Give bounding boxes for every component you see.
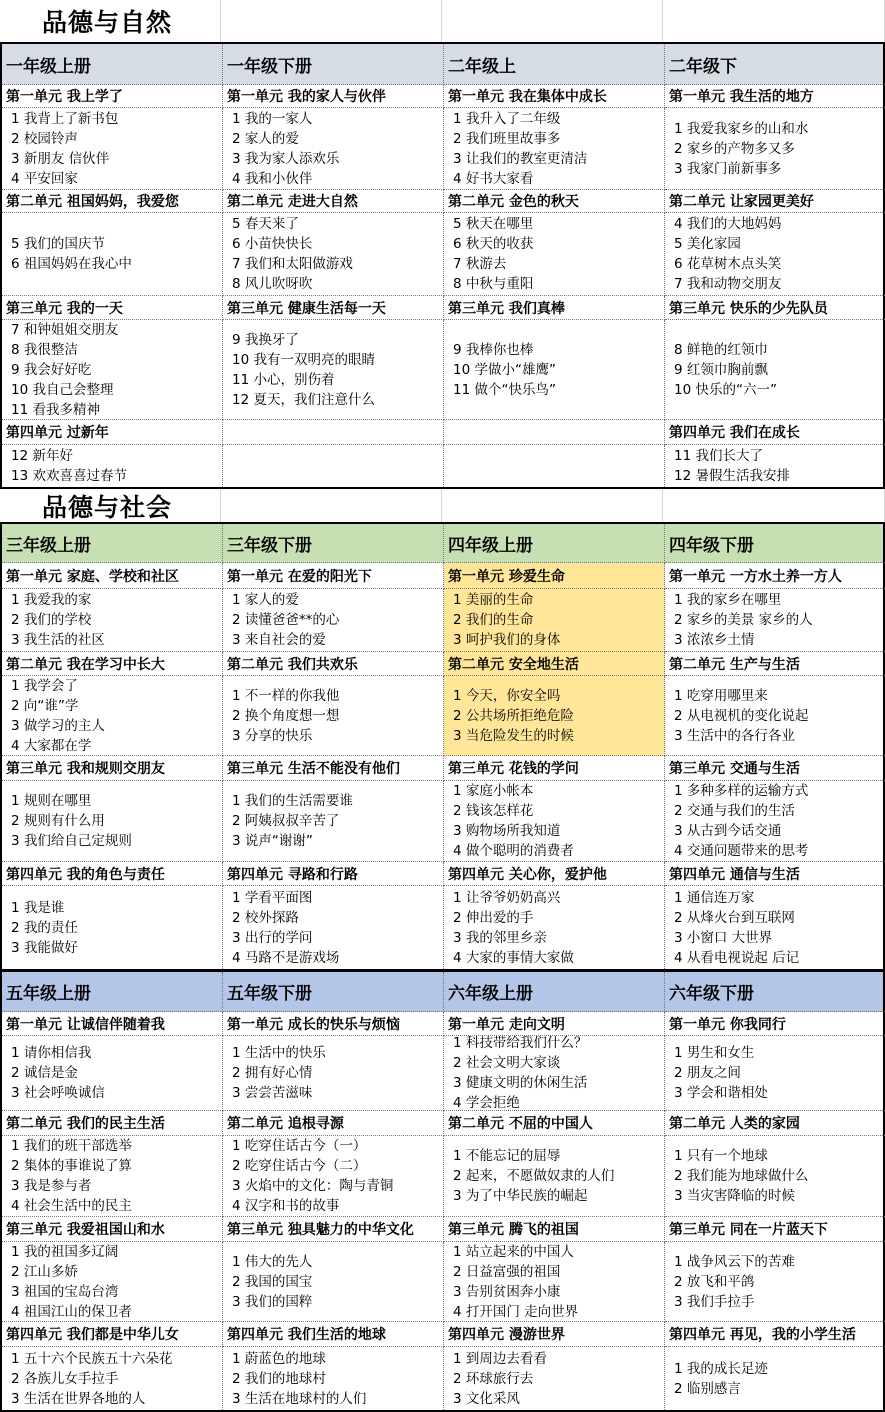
lesson-item[interactable]: 2 公共场所拒绝危险 <box>453 707 574 724</box>
grade-header[interactable]: 五年级下册 <box>223 972 444 1012</box>
unit-lessons-row <box>2 1242 883 1322</box>
lesson-item[interactable]: 10 我自己会整理 <box>11 381 114 398</box>
empty-cell[interactable] <box>442 489 663 522</box>
lesson-list[interactable] <box>2 108 223 190</box>
lesson-item[interactable]: 2 我们的学校 <box>11 612 92 628</box>
unit-title[interactable]: 第三单元 生活不能没有他们 <box>223 756 444 781</box>
unit-title[interactable]: 第二单元 追根寻源 <box>223 1111 444 1136</box>
lesson-item[interactable]: 4 平安回家 <box>11 170 78 187</box>
unit-title-row <box>2 1111 883 1136</box>
lesson-list[interactable] <box>223 213 444 296</box>
lesson-item[interactable]: 3 学会和谐相处 <box>674 1085 768 1101</box>
unit-title[interactable]: 第二单元 人类的家园 <box>665 1111 885 1136</box>
lesson-list[interactable] <box>2 886 223 969</box>
lesson-item[interactable]: 4 马路不是游戏场 <box>232 949 340 966</box>
lesson-item[interactable]: 1 我爱我家乡的山和水 <box>674 120 809 137</box>
lesson-item[interactable]: 2 集体的事谁说了算 <box>11 1158 132 1174</box>
unit-lessons-row <box>2 213 883 296</box>
lesson-item[interactable]: 2 我们班里故事多 <box>453 130 561 147</box>
lesson-list[interactable] <box>223 1036 444 1111</box>
grade-block <box>0 971 885 1412</box>
lesson-item[interactable]: 4 汉字和书的故事 <box>232 1198 340 1214</box>
lesson-item[interactable]: 8 风儿吹呀吹 <box>232 276 313 292</box>
lesson-item[interactable]: 2 家人的爱 <box>232 130 299 147</box>
lesson-item[interactable]: 1 五十六个民族五十六朵花 <box>11 1350 173 1367</box>
unit-title[interactable]: 第一单元 你我同行 <box>665 1012 885 1036</box>
lesson-item[interactable]: 3 当灾害降临的时候 <box>674 1188 795 1204</box>
lesson-item[interactable]: 3 尝尝苦滋味 <box>232 1085 313 1101</box>
lesson-list[interactable] <box>665 1242 885 1322</box>
lesson-item[interactable]: 2 环球旅行去 <box>453 1370 534 1387</box>
lesson-item[interactable]: 3 呵护我们的身体 <box>453 632 561 648</box>
unit-title[interactable]: 第一单元 在爱的阳光下 <box>223 563 444 589</box>
lesson-list[interactable] <box>223 1136 444 1217</box>
lesson-item[interactable]: 2 起来，不愿做奴隶的人们 <box>453 1168 615 1184</box>
lesson-list[interactable] <box>2 1136 223 1217</box>
lesson-list[interactable] <box>444 1036 665 1111</box>
grade-header[interactable]: 三年级上册 <box>2 524 223 563</box>
lesson-item[interactable]: 10 我有一双明亮的眼睛 <box>232 351 375 368</box>
lesson-list[interactable] <box>665 589 885 652</box>
lesson-item[interactable]: 8 我很整洁 <box>11 341 78 358</box>
lesson-list[interactable] <box>223 676 444 756</box>
lesson-item[interactable]: 4 打开国门 走向世界 <box>453 1303 579 1320</box>
unit-title-row <box>2 1217 883 1242</box>
lesson-list[interactable] <box>444 1136 665 1217</box>
lesson-item[interactable]: 9 我换牙了 <box>232 331 299 348</box>
lesson-item[interactable]: 1 我的祖国多辽阔 <box>11 1243 119 1260</box>
lesson-item[interactable]: 1 学看平面图 <box>232 889 313 906</box>
grade-header[interactable]: 一年级下册 <box>223 44 444 85</box>
lesson-item[interactable]: 2 向“谁”学 <box>11 697 79 714</box>
lesson-item[interactable]: 2 吃穿住话古今（二） <box>232 1158 367 1174</box>
lesson-item[interactable]: 1 家庭小帐本 <box>453 783 534 799</box>
lesson-item[interactable]: 2 社会文明大家谈 <box>453 1055 561 1071</box>
unit-title[interactable]: 第二单元 走进大自然 <box>223 190 444 213</box>
lesson-item[interactable]: 3 我们给自己定规则 <box>11 833 132 849</box>
lesson-item[interactable]: 6 花草树木点头笑 <box>674 256 782 272</box>
lesson-item[interactable]: 3 浓浓乡土情 <box>674 632 755 648</box>
lesson-item[interactable]: 4 好书大家看 <box>453 170 534 187</box>
lesson-item[interactable]: 1 请你相信我 <box>11 1045 92 1061</box>
lesson-item[interactable]: 12 新年好 <box>11 448 73 464</box>
lesson-item[interactable]: 3 生活在地球村的人们 <box>232 1390 367 1407</box>
lesson-item[interactable]: 2 我们能为地球做什么 <box>674 1168 809 1184</box>
lesson-item[interactable]: 5 美化家园 <box>674 236 741 252</box>
unit-title[interactable]: 第二单元 不屈的中国人 <box>444 1111 665 1136</box>
unit-title[interactable]: 第四单元 再见，我的小学生活 <box>665 1322 885 1347</box>
lesson-item[interactable]: 1 我们的生活需要谁 <box>232 793 353 809</box>
lesson-item[interactable]: 3 火焰中的文化：陶与青铜 <box>232 1178 394 1194</box>
lesson-item[interactable]: 2 伸出爱的手 <box>453 909 534 926</box>
lesson-item[interactable]: 3 为了中华民族的崛起 <box>453 1188 588 1204</box>
unit-title-row <box>2 190 883 213</box>
lesson-item[interactable]: 3 健康文明的休闲生活 <box>453 1075 588 1091</box>
unit-lessons-row <box>2 589 883 652</box>
lesson-item[interactable]: 12 夏天，我们注意什么 <box>232 391 375 408</box>
empty-cell[interactable] <box>444 445 665 487</box>
lesson-item[interactable]: 7 我和动物交朋友 <box>674 276 782 292</box>
grade-header[interactable]: 六年级上册 <box>444 972 665 1012</box>
lesson-item[interactable]: 1 我升入了二年级 <box>453 110 561 127</box>
lesson-item[interactable]: 1 站立起来的中国人 <box>453 1243 574 1260</box>
empty-cell[interactable] <box>442 0 663 42</box>
lesson-item[interactable]: 1 通信连万家 <box>674 889 755 906</box>
lesson-item[interactable]: 9 红领巾胸前飘 <box>674 361 768 378</box>
grade-header[interactable]: 六年级下册 <box>665 972 885 1012</box>
lesson-list[interactable] <box>223 108 444 190</box>
unit-title[interactable]: 第三单元 我爱祖国山和水 <box>2 1217 223 1242</box>
lesson-item[interactable]: 1 不能忘记的屈辱 <box>453 1148 561 1164</box>
lesson-item[interactable]: 1 我的一家人 <box>232 110 313 127</box>
lesson-list[interactable] <box>444 108 665 190</box>
lesson-item[interactable]: 4 我们的大地妈妈 <box>674 216 782 232</box>
unit-title[interactable]: 第一单元 我在集体中成长 <box>444 85 665 108</box>
unit-title-row <box>2 563 883 589</box>
grade-header[interactable]: 四年级下册 <box>665 524 885 563</box>
lesson-item[interactable]: 4 大家都在学 <box>11 737 92 754</box>
lesson-item[interactable]: 2 我国的国宝 <box>232 1273 313 1290</box>
lesson-item[interactable]: 3 说声“谢谢” <box>232 833 313 849</box>
lesson-item[interactable]: 10 学做小“雄鹰” <box>453 361 556 378</box>
unit-title[interactable]: 第一单元 走向文明 <box>444 1012 665 1036</box>
lesson-list[interactable] <box>223 886 444 969</box>
unit-title[interactable]: 第四单元 通信与生活 <box>665 862 885 886</box>
lesson-item[interactable]: 9 我棒你也棒 <box>453 341 534 358</box>
grade-header[interactable]: 五年级上册 <box>2 972 223 1012</box>
lesson-item[interactable]: 1 蔚蓝色的地球 <box>232 1350 326 1367</box>
section-title[interactable]: 品德与自然 <box>0 0 221 42</box>
lesson-item[interactable]: 1 让爷爷奶奶高兴 <box>453 889 561 906</box>
lesson-list[interactable] <box>2 676 223 756</box>
unit-title[interactable]: 第一单元 珍爱生命 <box>444 563 665 589</box>
lesson-item[interactable]: 5 秋天在哪里 <box>453 216 534 232</box>
lesson-item[interactable]: 13 欢欢喜喜过春节 <box>11 468 127 484</box>
unit-title-row <box>2 862 883 886</box>
lesson-item[interactable]: 3 祖国的宝岛台湾 <box>11 1283 119 1300</box>
lesson-item[interactable]: 1 男生和女生 <box>674 1045 755 1061</box>
lesson-item[interactable]: 2 临别感言 <box>674 1380 741 1397</box>
section-title-row <box>0 0 885 42</box>
lesson-item[interactable]: 2 我的责任 <box>11 919 78 936</box>
lesson-item[interactable]: 6 祖国妈妈在我心中 <box>11 256 132 272</box>
unit-lessons-row <box>2 781 883 862</box>
lesson-list[interactable] <box>2 589 223 652</box>
lesson-list[interactable] <box>665 213 885 296</box>
lesson-item[interactable]: 2 规则有什么用 <box>11 813 105 829</box>
lesson-item[interactable]: 1 多种多样的运输方式 <box>674 783 809 799</box>
lesson-item[interactable]: 1 家人的爱 <box>232 592 299 608</box>
lesson-list[interactable] <box>444 589 665 652</box>
lesson-item[interactable]: 4 社会生活中的民主 <box>11 1198 132 1214</box>
unit-title[interactable]: 第三单元 同在一片蓝天下 <box>665 1217 885 1242</box>
lesson-item[interactable]: 2 交通与我们的生活 <box>674 803 795 819</box>
lesson-item[interactable]: 3 分享的快乐 <box>232 727 313 744</box>
unit-title[interactable]: 第一单元 我上学了 <box>2 85 223 108</box>
lesson-item[interactable]: 1 我学会了 <box>11 677 78 694</box>
lesson-item[interactable]: 2 拥有好心情 <box>232 1065 313 1081</box>
lesson-item[interactable]: 3 做学习的主人 <box>11 717 105 734</box>
lesson-list[interactable] <box>223 781 444 862</box>
lesson-item[interactable]: 1 我的家乡在哪里 <box>674 592 782 608</box>
lesson-list[interactable] <box>665 320 885 420</box>
unit-title[interactable]: 第二单元 金色的秋天 <box>444 190 665 213</box>
grade-header-row <box>2 44 883 85</box>
lesson-item[interactable]: 9 我会好好吃 <box>11 361 92 378</box>
lesson-list[interactable] <box>2 1036 223 1111</box>
lesson-item[interactable]: 2 诚信是金 <box>11 1065 78 1081</box>
lesson-item[interactable]: 3 告别贫困奔小康 <box>453 1283 561 1300</box>
lesson-item[interactable]: 10 快乐的“六一” <box>674 381 777 398</box>
unit-title[interactable]: 第三单元 交通与生活 <box>665 756 885 781</box>
lesson-item[interactable]: 1 只有一个地球 <box>674 1148 768 1164</box>
grade-block <box>0 522 885 971</box>
lesson-item[interactable]: 1 我背上了新书包 <box>11 110 119 127</box>
lesson-item[interactable]: 3 生活中的各行各业 <box>674 727 795 744</box>
unit-title[interactable]: 第三单元 独具魅力的中华文化 <box>223 1217 444 1242</box>
unit-title[interactable]: 第二单元 祖国妈妈，我爱您 <box>2 190 223 213</box>
lesson-item[interactable]: 2 日益富强的祖国 <box>453 1263 561 1280</box>
lesson-item[interactable]: 2 校外探路 <box>232 909 299 926</box>
lesson-item[interactable]: 3 我的邻里乡亲 <box>453 929 547 946</box>
lesson-item[interactable]: 1 不一样的你我他 <box>232 687 340 704</box>
unit-title[interactable]: 第三单元 我的一天 <box>2 296 223 320</box>
lesson-item[interactable]: 3 当危险发生的时候 <box>453 727 574 744</box>
lesson-item[interactable]: 11 看我多精神 <box>11 401 100 418</box>
lesson-item[interactable]: 2 我们的生命 <box>453 612 534 628</box>
lesson-item[interactable]: 6 小苗快快长 <box>232 236 313 252</box>
empty-cell[interactable] <box>221 489 442 522</box>
lesson-list[interactable] <box>444 781 665 862</box>
grade-header-row <box>2 972 883 1012</box>
lesson-list[interactable] <box>2 445 223 487</box>
unit-title[interactable]: 第四单元 我的角色与责任 <box>2 862 223 886</box>
unit-title[interactable]: 第一单元 家庭、学校和社区 <box>2 563 223 589</box>
lesson-item[interactable]: 1 吃穿住话古今（一） <box>232 1138 367 1154</box>
unit-title[interactable]: 第三单元 我们真棒 <box>444 296 665 320</box>
lesson-item[interactable]: 5 春天来了 <box>232 216 299 232</box>
empty-cell[interactable] <box>663 0 885 42</box>
lesson-list[interactable] <box>2 213 223 296</box>
lesson-item[interactable]: 4 交通问题带来的思考 <box>674 843 809 859</box>
lesson-item[interactable]: 1 我的成长足迹 <box>674 1360 768 1377</box>
grade-block <box>0 42 885 489</box>
unit-lessons-row <box>2 676 883 756</box>
lesson-item[interactable]: 8 中秋与重阳 <box>453 276 534 292</box>
lesson-item[interactable]: 2 江山多娇 <box>11 1263 78 1280</box>
unit-title[interactable]: 第二单元 让家园更美好 <box>665 190 885 213</box>
lesson-item[interactable]: 3 我们的国粹 <box>232 1293 313 1310</box>
unit-title-row <box>2 420 883 445</box>
lesson-item[interactable]: 3 我能做好 <box>11 939 78 956</box>
unit-title[interactable]: 第二单元 我在学习中长大 <box>2 652 223 676</box>
lesson-list[interactable] <box>444 213 665 296</box>
grade-header-row <box>2 524 883 563</box>
lesson-item[interactable]: 2 家乡的美景 家乡的人 <box>674 612 813 628</box>
unit-title[interactable]: 第四单元 我们在成长 <box>665 420 885 445</box>
unit-title[interactable]: 第三单元 快乐的少先队员 <box>665 296 885 320</box>
lesson-item[interactable]: 1 伟大的先人 <box>232 1253 313 1270</box>
empty-cell[interactable] <box>223 420 444 445</box>
lesson-item[interactable]: 3 新朋友 信伙伴 <box>11 150 110 167</box>
lesson-list[interactable] <box>444 320 665 420</box>
unit-title[interactable]: 第四单元 关心你，爱护他 <box>444 862 665 886</box>
lesson-item[interactable]: 8 鲜艳的红领巾 <box>674 341 768 358</box>
unit-title[interactable]: 第三单元 花钱的学问 <box>444 756 665 781</box>
lesson-item[interactable]: 7 和钟姐姐交朋友 <box>11 321 119 338</box>
unit-title[interactable]: 第二单元 我们共欢乐 <box>223 652 444 676</box>
grade-header[interactable]: 一年级上册 <box>2 44 223 85</box>
lesson-item[interactable]: 2 换个角度想一想 <box>232 707 340 724</box>
lesson-item[interactable]: 11 我们长大了 <box>674 448 763 464</box>
unit-title[interactable]: 第二单元 我们的民主生活 <box>2 1111 223 1136</box>
lesson-list[interactable] <box>444 1242 665 1322</box>
unit-title[interactable]: 第四单元 我们生活的地球 <box>223 1322 444 1347</box>
lesson-item[interactable]: 1 美丽的生命 <box>453 592 534 608</box>
unit-title-row <box>2 296 883 320</box>
unit-title[interactable]: 第四单元 寻路和行路 <box>223 862 444 886</box>
unit-title[interactable]: 第一单元 我的家人与伙伴 <box>223 85 444 108</box>
lesson-item[interactable]: 2 从烽火台到互联网 <box>674 909 795 926</box>
lesson-item[interactable]: 3 我家门前新事多 <box>674 160 782 177</box>
lesson-item[interactable]: 3 让我们的教室更清洁 <box>453 150 588 167</box>
lesson-item[interactable]: 3 出行的学问 <box>232 929 313 946</box>
lesson-item[interactable]: 3 我为家人添欢乐 <box>232 150 340 167</box>
unit-title-row <box>2 1322 883 1347</box>
lesson-list[interactable] <box>223 589 444 652</box>
lesson-item[interactable]: 4 从看电视说起 后记 <box>674 949 800 966</box>
unit-lessons-row <box>2 445 883 487</box>
lesson-item[interactable]: 2 我们的地球村 <box>232 1370 326 1387</box>
unit-title[interactable]: 第四单元 过新年 <box>2 420 223 445</box>
unit-lessons-row <box>2 1136 883 1217</box>
lesson-list[interactable] <box>665 676 885 756</box>
unit-title-row <box>2 652 883 676</box>
lesson-item[interactable]: 4 大家的事情大家做 <box>453 949 574 966</box>
lesson-item[interactable]: 1 我们的班干部选举 <box>11 1138 132 1154</box>
grade-header[interactable]: 三年级下册 <box>223 524 444 563</box>
empty-cell[interactable] <box>221 0 442 42</box>
lesson-item[interactable]: 4 我和小伙伴 <box>232 170 313 187</box>
lesson-list[interactable] <box>2 320 223 420</box>
lesson-item[interactable]: 1 吃穿用哪里来 <box>674 687 768 704</box>
lesson-item[interactable]: 6 秋天的收获 <box>453 236 534 252</box>
lesson-item[interactable]: 3 从古到今话交通 <box>674 823 782 839</box>
lesson-item[interactable]: 2 读懂爸爸**的心 <box>232 612 340 628</box>
lesson-item[interactable]: 11 做个“快乐鸟” <box>453 381 556 398</box>
lesson-item[interactable]: 3 来自社会的爱 <box>232 632 326 648</box>
unit-lessons-row <box>2 320 883 420</box>
unit-lessons-row <box>2 886 883 969</box>
lesson-item[interactable]: 2 放飞和平鸽 <box>674 1273 755 1290</box>
lesson-list[interactable] <box>2 781 223 862</box>
lesson-item[interactable]: 1 我是谁 <box>11 899 65 916</box>
lesson-item[interactable]: 1 科技带给我们什么？ <box>453 1036 588 1051</box>
lesson-list[interactable] <box>223 1242 444 1322</box>
unit-title[interactable]: 第三单元 健康生活每一天 <box>223 296 444 320</box>
lesson-list[interactable] <box>665 781 885 862</box>
section-title-row <box>0 489 885 522</box>
section-title[interactable]: 品德与社会 <box>0 489 221 522</box>
lesson-item[interactable]: 4 做个聪明的消费者 <box>453 843 574 859</box>
lesson-item[interactable]: 2 阿姨叔叔辛苦了 <box>232 813 340 829</box>
lesson-item[interactable]: 3 购物场所我知道 <box>453 823 561 839</box>
lesson-list[interactable] <box>665 1036 885 1111</box>
grade-header[interactable]: 二年级下 <box>665 44 885 85</box>
lesson-item[interactable]: 11 小心，别伤着 <box>232 371 335 388</box>
lesson-item[interactable]: 3 生活在世界各地的人 <box>11 1390 146 1407</box>
lesson-item[interactable]: 2 从电视机的变化说起 <box>674 707 809 724</box>
unit-title[interactable]: 第一单元 让诚信伴随着我 <box>2 1012 223 1036</box>
empty-cell[interactable] <box>223 445 444 487</box>
lesson-item[interactable]: 7 秋游去 <box>453 256 507 272</box>
unit-title-row <box>2 85 883 108</box>
lesson-list[interactable] <box>665 886 885 969</box>
unit-title[interactable]: 第三单元 腾飞的祖国 <box>444 1217 665 1242</box>
lesson-item[interactable]: 12 暑假生活我安排 <box>674 468 790 484</box>
lesson-item[interactable]: 1 到周边去看看 <box>453 1350 547 1367</box>
lesson-item[interactable]: 2 钱该怎样花 <box>453 803 534 819</box>
lesson-item[interactable]: 3 我生活的社区 <box>11 632 105 648</box>
lesson-item[interactable]: 1 我爱我的家 <box>11 592 92 608</box>
lesson-item[interactable]: 5 我们的国庆节 <box>11 236 105 252</box>
lesson-list[interactable] <box>444 886 665 969</box>
unit-lessons-row <box>2 1036 883 1111</box>
unit-title-row <box>2 1012 883 1036</box>
lesson-item[interactable]: 2 各族儿女手拉手 <box>11 1370 119 1387</box>
unit-title[interactable]: 第一单元 我生活的地方 <box>665 85 885 108</box>
lesson-list[interactable] <box>665 108 885 190</box>
unit-title[interactable]: 第四单元 漫游世界 <box>444 1322 665 1347</box>
lesson-item[interactable]: 3 小窗口 大世界 <box>674 929 773 946</box>
lesson-item[interactable]: 7 我们和太阳做游戏 <box>232 256 353 272</box>
unit-title[interactable]: 第二单元 安全地生活 <box>444 652 665 676</box>
grade-header[interactable]: 四年级上册 <box>444 524 665 563</box>
lesson-item[interactable]: 1 今天，你安全吗 <box>453 687 561 704</box>
lesson-item[interactable]: 1 规则在哪里 <box>11 793 92 809</box>
unit-title-row <box>2 756 883 781</box>
lesson-item[interactable]: 3 我是参与者 <box>11 1178 92 1194</box>
unit-title[interactable]: 第一单元 成长的快乐与烦恼 <box>223 1012 444 1036</box>
lesson-list[interactable] <box>2 1242 223 1322</box>
lesson-item[interactable]: 1 生活中的快乐 <box>232 1045 326 1061</box>
lesson-list[interactable] <box>223 320 444 420</box>
unit-title[interactable]: 第四单元 我们都是中华儿女 <box>2 1322 223 1347</box>
empty-cell[interactable] <box>663 489 885 522</box>
unit-title[interactable]: 第三单元 我和规则交朋友 <box>2 756 223 781</box>
lesson-item[interactable]: 2 家乡的产物多又多 <box>674 140 795 157</box>
lesson-list[interactable] <box>444 676 665 756</box>
unit-lessons-row <box>2 108 883 190</box>
lesson-list[interactable] <box>665 1136 885 1217</box>
lesson-item[interactable]: 2 朋友之间 <box>674 1065 741 1081</box>
unit-title[interactable]: 第二单元 生产与生活 <box>665 652 885 676</box>
lesson-item[interactable]: 4 祖国江山的保卫者 <box>11 1303 132 1320</box>
lesson-item[interactable]: 2 校园铃声 <box>11 130 78 147</box>
lesson-item[interactable]: 3 社会呼唤诚信 <box>11 1085 105 1101</box>
empty-cell[interactable] <box>444 420 665 445</box>
lesson-item[interactable]: 3 文化采风 <box>453 1390 520 1407</box>
grade-header[interactable]: 二年级上 <box>444 44 665 85</box>
lesson-list[interactable] <box>665 445 885 487</box>
lesson-item[interactable]: 3 我们手拉手 <box>674 1293 755 1310</box>
lesson-item[interactable]: 4 学会拒绝 <box>453 1095 520 1111</box>
unit-title[interactable]: 第一单元 一方水土养一方人 <box>665 563 885 589</box>
lesson-item[interactable]: 1 战争风云下的苦难 <box>674 1253 795 1270</box>
